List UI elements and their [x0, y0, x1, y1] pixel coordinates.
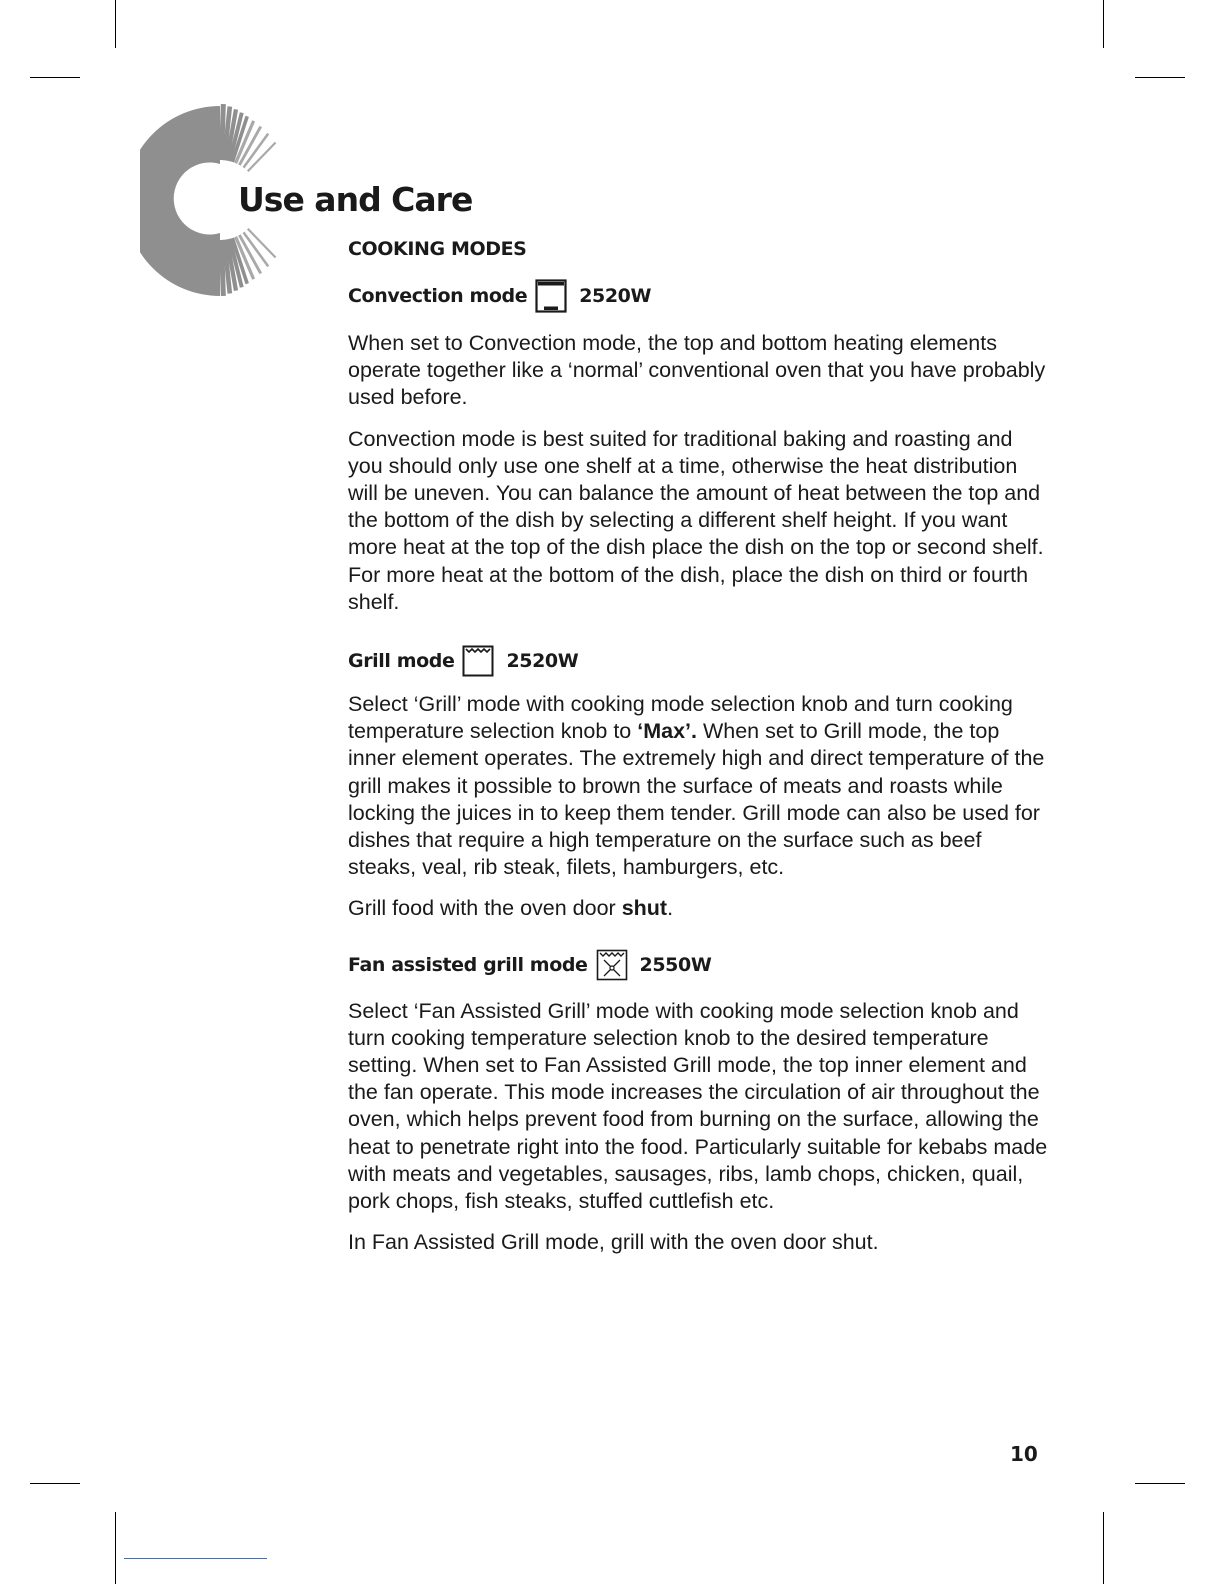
- text-run: Grill food with the oven door: [348, 896, 622, 921]
- text-run: Select ‘Fan Assisted Grill’ mode with cooking mode selection knob and turn cooking temperature selection knob to the desired temperature setting. When set to Fan Assisted Grill mode, the top inner element and the fan operate. This mode increases the circulation of air throughout the oven, which helps prevent food from burning on the surface, allowing the heat to penetrate right into the food. Particularly suitable for kebabs made with meats and vegetables, sausages, ribs, lamb chops, chicken, quail, pork chops, fish steaks, stuffed cuttlefish etc.: [348, 998, 1048, 1214]
- cooking-modes-heading: COOKING MODES: [348, 238, 527, 260]
- link-underline: [124, 1558, 267, 1559]
- mode-description: [348, 998, 1048, 1257]
- fan-assisted-grill-mode-section: [348, 949, 1048, 1257]
- crop-mark: [30, 1483, 80, 1484]
- mode-power: 2520W: [579, 285, 652, 307]
- mode-title: Convection mode: [348, 285, 528, 307]
- text-run: When set to Convection mode, the top and bottom heating elements operate together like a ‘normal’ conventional oven that you have probably used before.: [348, 331, 1046, 410]
- paragraph: [348, 1229, 1048, 1256]
- mode-heading: [348, 949, 1048, 981]
- crop-mark: [115, 1512, 116, 1584]
- text-run: In Fan Assisted Grill mode, grill with the oven door shut.: [348, 1230, 879, 1255]
- mode-title: Grill mode: [348, 650, 455, 673]
- convection-mode-icon: [535, 279, 567, 313]
- mode-title: Fan assisted grill mode: [348, 953, 588, 976]
- crop-mark: [1103, 1512, 1104, 1584]
- page-number: 10: [1010, 1442, 1038, 1466]
- crop-mark: [30, 77, 80, 78]
- bold-text: ‘Max’.: [637, 719, 697, 744]
- mode-description: [348, 691, 1048, 923]
- section-title: Use and Care: [238, 180, 473, 219]
- paragraph: [348, 426, 1048, 616]
- mode-power: 2550W: [639, 953, 712, 976]
- content: [348, 238, 1048, 1256]
- fan-assisted-grill-icon: [596, 949, 628, 981]
- bold-text: shut: [621, 896, 668, 921]
- text-run: When set to Grill mode, the top inner element operates. The extremely high and direct temperature of the grill makes it possible to brown the surface of meats and roasts while locking the juices in to keep them tender. Grill mode can also be used for dishes that require a high temperature on the surface such as beef steaks, veal, rib steak, filets, hamburgers, etc.: [348, 719, 1045, 880]
- text-run: .: [667, 896, 674, 921]
- paragraph: [348, 998, 1048, 1216]
- crop-mark: [1103, 0, 1104, 48]
- convection-mode-section: [348, 279, 1048, 616]
- crop-mark: [1135, 77, 1185, 78]
- text-run: Select ‘Grill’ mode with cooking mode selection knob and turn cooking temperature selection knob to: [348, 692, 1013, 744]
- paragraph: [348, 330, 1048, 412]
- paragraph: [348, 691, 1048, 881]
- mode-heading: [348, 645, 1048, 677]
- crop-mark: [115, 0, 116, 48]
- grill-mode-section: [348, 645, 1048, 923]
- paragraph: [348, 895, 1048, 922]
- text-run: Convection mode is best suited for traditional baking and roasting and you should only use one shelf at a time, otherwise the heat distribution will be uneven. You can balance the amount of heat between the top and the bottom of the dish by selecting a different shelf height. If you want more heat at the top of the dish place the dish on the top or second shelf. For more heat at the bottom of the dish, place the dish on third or fourth shelf.: [348, 426, 1044, 614]
- crop-mark: [1135, 1483, 1185, 1484]
- mode-description: [348, 330, 1048, 616]
- mode-heading: [348, 279, 1048, 313]
- grill-mode-icon: [462, 645, 494, 677]
- mode-power: 2520W: [506, 650, 579, 673]
